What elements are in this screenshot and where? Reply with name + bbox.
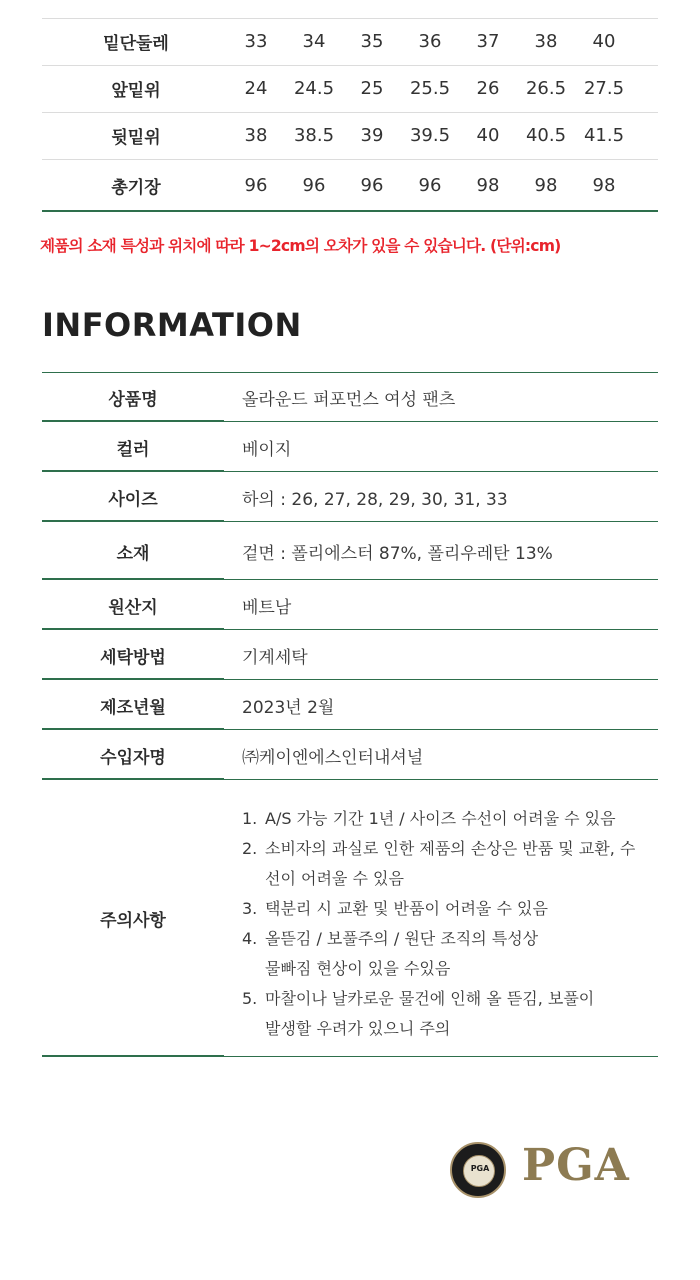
size-cell: 40 xyxy=(476,125,500,146)
caution-list xyxy=(242,804,652,1044)
size-row-label: 앞밑위 xyxy=(111,81,161,101)
size-cell: 96 xyxy=(302,174,326,196)
info-value: 올라운드 퍼포먼스 여성 팬츠 xyxy=(242,390,456,410)
caution-text-cont: 물빠짐 현상이 있을 수있음 xyxy=(265,959,451,978)
seal-text: PGA xyxy=(470,1164,490,1173)
caution-text: 마찰이나 날카로운 물건에 인해 올 뜯김, 보풀이 xyxy=(265,989,595,1008)
info-label: 상품명 xyxy=(108,390,158,410)
info-value: 베트남 xyxy=(242,597,292,618)
info-row-washing xyxy=(42,630,658,680)
info-label: 주의사항 xyxy=(100,911,166,931)
info-label: 수입자명 xyxy=(100,747,166,768)
list-item xyxy=(242,924,652,984)
caution-text-cont: 발생할 우려가 있으니 주의 xyxy=(265,1019,451,1038)
list-number: 5. xyxy=(242,989,258,1008)
size-cell: 38 xyxy=(244,125,268,146)
info-row-manufacture-date xyxy=(42,680,658,730)
caution-text: A/S 가능 기간 1년 / 사이즈 수선이 어려울 수 있음 xyxy=(265,809,616,828)
size-cell: 24.5 xyxy=(293,78,335,99)
size-cell: 38 xyxy=(534,31,558,52)
info-value: 기계세탁 xyxy=(242,647,308,668)
size-row-hem xyxy=(42,18,658,66)
size-cell: 98 xyxy=(534,174,558,196)
info-row-origin xyxy=(42,580,658,630)
info-label: 세탁방법 xyxy=(100,647,166,668)
size-cell: 98 xyxy=(592,174,616,196)
pga-seal-icon xyxy=(450,1142,506,1198)
info-label: 원산지 xyxy=(108,597,158,618)
caution-text-cont: 선이 어려울 수 있음 xyxy=(265,869,404,888)
row-divider xyxy=(224,1056,658,1057)
list-number: 1. xyxy=(242,809,258,828)
size-notice: 제품의 소재 특성과 위치에 따라 1~2cm의 오차가 있을 수 있습니다. (단위:cm) xyxy=(40,237,561,255)
size-cell: 96 xyxy=(244,174,268,196)
info-value: 겉면 : 폴리에스터 87%, 폴리우레탄 13% xyxy=(242,543,553,564)
size-cell: 40.5 xyxy=(525,125,567,146)
size-cell: 34 xyxy=(302,31,326,52)
size-row-clipped xyxy=(42,0,658,19)
size-row-label: 총기장 xyxy=(111,177,161,198)
caution-text: 소비자의 과실로 인한 제품의 손상은 반품 및 교환, 수 xyxy=(265,839,636,858)
row-divider xyxy=(42,1055,224,1057)
list-item xyxy=(242,984,652,1044)
size-cell: 24 xyxy=(244,78,268,99)
size-cell: 40 xyxy=(592,31,616,52)
size-cell: 98 xyxy=(476,174,500,196)
info-value: 2023년 2월 xyxy=(242,697,335,718)
info-row-color xyxy=(42,422,658,472)
info-label: 제조년월 xyxy=(100,697,166,718)
size-row-front-rise xyxy=(42,65,658,113)
size-table-bottom-rule xyxy=(42,210,658,212)
size-cell: 27.5 xyxy=(583,78,625,99)
list-item xyxy=(242,894,652,924)
size-row-total-length xyxy=(42,160,658,210)
info-label: 소재 xyxy=(116,543,150,564)
size-cell: 41.5 xyxy=(583,125,625,146)
info-label: 컬러 xyxy=(116,439,150,460)
size-cell: 26 xyxy=(476,78,500,99)
size-cell: 36 xyxy=(418,31,442,52)
size-cell: 39 xyxy=(360,125,384,146)
size-row-label: 밑단둘레 xyxy=(103,34,169,54)
size-cell: 25 xyxy=(360,78,384,99)
logo-wordmark: PGA xyxy=(522,1140,630,1191)
size-cell: 39.5 xyxy=(409,125,451,146)
list-number: 3. xyxy=(242,899,258,918)
info-row-size xyxy=(42,472,658,522)
list-item xyxy=(242,804,652,834)
size-row-back-rise xyxy=(42,112,658,160)
size-cell: 35 xyxy=(360,31,384,52)
size-cell: 38.5 xyxy=(293,125,335,146)
list-number: 4. xyxy=(242,929,258,948)
size-row-label: 뒷밑위 xyxy=(111,128,161,148)
info-row-material xyxy=(42,522,658,580)
caution-text: 택분리 시 교환 및 반품이 어려울 수 있음 xyxy=(265,899,548,918)
info-label: 사이즈 xyxy=(108,489,158,510)
size-cell: 37 xyxy=(476,31,500,52)
section-title: INFORMATION xyxy=(42,306,302,344)
info-row-importer xyxy=(42,730,658,780)
info-row-product-name xyxy=(42,373,658,422)
size-cell: 33 xyxy=(244,31,268,52)
list-item xyxy=(242,834,652,894)
info-value: 하의 : 26, 27, 28, 29, 30, 31, 33 xyxy=(242,489,508,510)
list-number: 2. xyxy=(242,839,258,858)
info-value: ㈜케이엔에스인터내셔널 xyxy=(242,747,424,768)
size-cell: 26.5 xyxy=(525,78,567,99)
pga-logo xyxy=(450,1142,662,1198)
size-cell: 25.5 xyxy=(409,78,451,99)
size-cell: 96 xyxy=(418,174,442,196)
size-cell: 96 xyxy=(360,174,384,196)
caution-text: 올뜯김 / 보풀주의 / 원단 조직의 특성상 xyxy=(265,929,539,948)
info-value: 베이지 xyxy=(242,439,292,460)
info-row-caution xyxy=(42,780,658,1057)
